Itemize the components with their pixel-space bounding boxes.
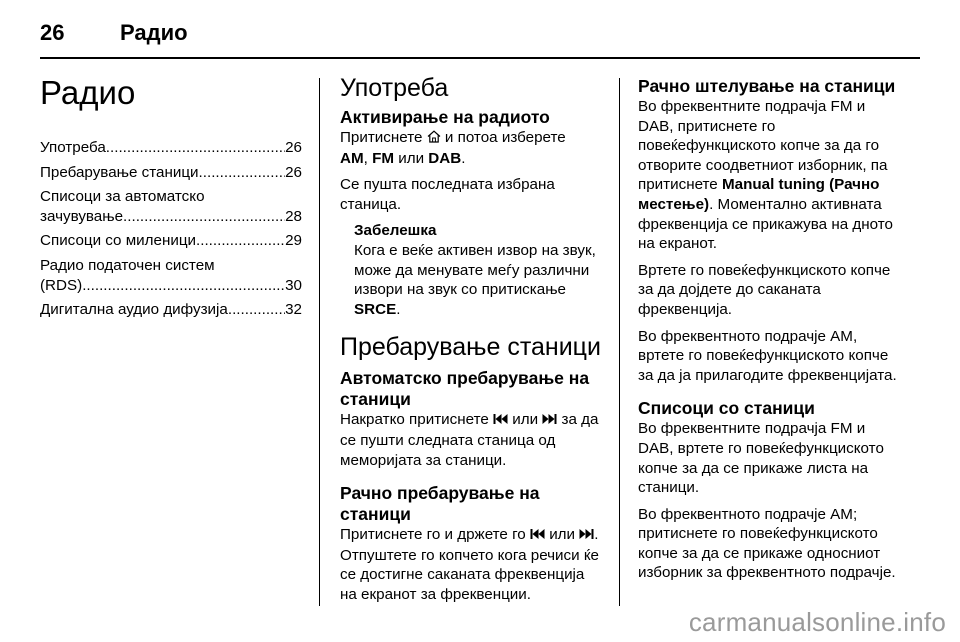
toc-page-number: 32	[285, 301, 302, 319]
auto-search-paragraph: Накратко притиснете или за да се пушти следната станица од меморијата за станици.	[340, 411, 599, 469]
toc-page-number: 26	[285, 139, 302, 156]
toc-entry-text: Радио податочен систем	[40, 256, 215, 274]
toc-leader-dots	[199, 163, 286, 183]
table-of-contents	[40, 138, 302, 320]
manual-search-heading: Рачно пребарување на станици	[340, 483, 540, 525]
manual-tuning-paragraph-3: Во фреквентното подрачје AM, вртете го повеќефункциското копче за да ја прилагодите фреквенцијата.	[638, 327, 897, 384]
toc-entry[interactable]	[40, 138, 302, 158]
toc-entry-text: Списоци со миленици	[40, 232, 197, 250]
toc-entry-text: Списоци за автоматско	[40, 188, 205, 206]
running-header: Радио	[120, 20, 188, 45]
manual-search-paragraph: Притиснете го и држете го или . Отпуштете го копчето кога речиси ќе се достигне саканата фреквенција на екранот за фреквенции.	[340, 526, 599, 603]
header-divider	[40, 57, 920, 59]
toc-entry[interactable]	[40, 300, 302, 320]
search-heading: Пребарување станици	[340, 333, 601, 362]
toc-leader-dots	[228, 300, 285, 320]
toc-entry[interactable]	[40, 187, 302, 226]
column-divider	[619, 78, 620, 606]
station-lists-paragraph-1: Во фреквентните подрачја FM и DAB, вртете го повеќефункциското копче за да се прикаже листа на станици.	[638, 420, 884, 497]
manual-tuning-paragraph-2: Вртете го повеќефункциското копче за да дојдете до саканата фреквенција.	[638, 261, 891, 318]
toc-leader-dots	[196, 231, 285, 251]
toc-entry-text: зачувување	[40, 207, 124, 225]
activate-paragraph-2: Се пушта последната избрана станица.	[340, 176, 555, 213]
seek-back-icon	[530, 526, 545, 546]
note-text: Кога е веќе активен извор на звук, може да менувате меѓу различни извори на звук со притискање SRCE.	[354, 241, 596, 318]
auto-search-heading: Автоматско пребарување на станици	[340, 368, 590, 410]
toc-entry-text: (RDS)	[40, 276, 83, 294]
toc-entry-text: Дигитална аудио дифузија	[40, 301, 228, 319]
station-lists-heading: Списоци со станици	[638, 398, 815, 419]
home-icon	[427, 129, 441, 149]
column-divider	[319, 78, 320, 606]
toc-page-number: 28	[285, 207, 302, 225]
note-heading: Забелешка	[354, 222, 437, 240]
content-column-2	[340, 62, 602, 612]
toc-leader-dots	[106, 138, 285, 158]
seek-forward-icon	[542, 411, 557, 431]
activate-paragraph: Притиснете и потоа изберете AM, FM или DAB.	[340, 129, 566, 167]
content-column-3	[638, 62, 900, 590]
toc-entry[interactable]	[40, 163, 302, 183]
watermark: carmanualsonline.info	[688, 607, 946, 637]
toc-leader-dots	[82, 276, 285, 296]
use-heading: Употреба	[340, 74, 449, 102]
seek-back-icon	[493, 411, 508, 431]
toc-column	[40, 62, 302, 325]
toc-page-number: 30	[285, 276, 302, 294]
activate-heading: Активирање на радиото	[340, 107, 550, 127]
toc-page-number: 26	[285, 163, 302, 181]
toc-page-number: 29	[285, 232, 302, 250]
toc-entry-text: Употреба	[40, 139, 106, 156]
manual-tuning-heading: Рачно штелување на станици	[638, 76, 896, 96]
toc-entry-text: Пребарување станици	[40, 163, 199, 181]
chapter-title: Радио	[40, 74, 136, 111]
toc-leader-dots	[123, 207, 285, 227]
toc-entry[interactable]	[40, 256, 302, 295]
page-number: 26	[40, 20, 65, 45]
toc-entry[interactable]	[40, 231, 302, 251]
note-box	[354, 221, 602, 319]
station-lists-paragraph-2: Во фреквентното подрачје AM; притиснете го повеќефункциското копче за да се прикаже односниот изборник за фреквентното подрачје.	[638, 505, 896, 582]
seek-forward-icon	[579, 526, 594, 546]
manual-tuning-paragraph-1: Во фреквентните подрачја FM и DAB, притиснете го повеќефункциското копче за да го отворите соодветниот изборник, па притиснете Manual tuning (Рачно местење). Моментално активната фреквенција се прикажува на дното на екранот.	[638, 98, 893, 253]
